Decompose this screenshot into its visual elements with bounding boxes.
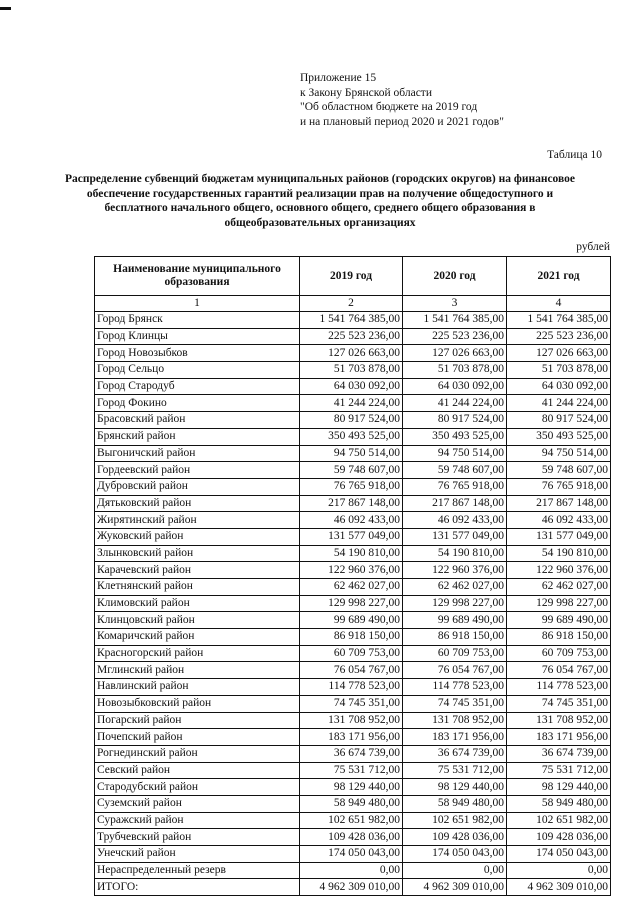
amount-cell: 174 050 043,00 xyxy=(300,846,403,863)
municipality-cell: ИТОГО: xyxy=(95,879,300,896)
amount-cell: 183 171 956,00 xyxy=(300,729,403,746)
amount-cell: 129 998 227,00 xyxy=(403,595,507,612)
table-row xyxy=(95,679,611,696)
amount-cell: 75 531 712,00 xyxy=(507,762,611,779)
amount-cell: 127 026 663,00 xyxy=(403,345,507,362)
municipality-cell: Брасовский район xyxy=(95,412,300,429)
amount-cell: 4 962 309 010,00 xyxy=(300,879,403,896)
table-row xyxy=(95,846,611,863)
header-municipality: Наименование муниципального образования xyxy=(95,257,300,296)
table-row xyxy=(95,495,611,512)
amount-cell: 64 030 092,00 xyxy=(300,378,403,395)
table-row xyxy=(95,312,611,329)
table-row xyxy=(95,629,611,646)
municipality-cell: Злынковский район xyxy=(95,545,300,562)
amount-cell: 102 651 982,00 xyxy=(507,812,611,829)
appendix-line: и на плановый период 2020 и 2021 годов" xyxy=(300,115,504,128)
amount-cell: 86 918 150,00 xyxy=(300,629,403,646)
amount-cell: 46 092 433,00 xyxy=(300,512,403,529)
amount-cell: 94 750 514,00 xyxy=(403,445,507,462)
document-title: Распределение субвенций бюджетам муниципальных районов (городских округов) на финансовое обеспечение государственных гарантий реализации прав на получение общедоступного и бесплатного начального общего, основного общего, среднего общего образования в общеобразовательных организациях xyxy=(64,173,576,229)
amount-cell: 80 917 524,00 xyxy=(403,412,507,429)
municipality-cell: Гордеевский район xyxy=(95,462,300,479)
amount-cell: 46 092 433,00 xyxy=(507,512,611,529)
index-cell: 2 xyxy=(300,296,403,312)
amount-cell: 74 745 351,00 xyxy=(507,695,611,712)
table-row xyxy=(95,528,611,545)
municipality-cell: Дятьковский район xyxy=(95,495,300,512)
table-row xyxy=(95,445,611,462)
amount-cell: 109 428 036,00 xyxy=(300,829,403,846)
amount-cell: 131 708 952,00 xyxy=(403,712,507,729)
table-row xyxy=(95,378,611,395)
municipality-cell: Нераспределенный резерв xyxy=(95,862,300,879)
amount-cell: 114 778 523,00 xyxy=(507,679,611,696)
amount-cell: 131 708 952,00 xyxy=(507,712,611,729)
municipality-cell: Трубчевский район xyxy=(95,829,300,846)
amount-cell: 59 748 607,00 xyxy=(403,462,507,479)
amount-cell: 131 577 049,00 xyxy=(507,528,611,545)
table-row xyxy=(95,612,611,629)
appendix-line: к Закону Брянской области xyxy=(300,86,432,99)
amount-cell: 80 917 524,00 xyxy=(300,412,403,429)
table-header xyxy=(95,257,611,312)
municipality-cell: Комаричский район xyxy=(95,629,300,646)
amount-cell: 225 523 236,00 xyxy=(507,328,611,345)
subsidy-table xyxy=(94,256,611,896)
amount-cell: 350 493 525,00 xyxy=(507,428,611,445)
table-row xyxy=(95,645,611,662)
units-label: рублей xyxy=(576,241,610,253)
amount-cell: 0,00 xyxy=(403,862,507,879)
municipality-cell: Город Клинцы xyxy=(95,328,300,345)
table-row xyxy=(95,729,611,746)
municipality-cell: Климовский район xyxy=(95,595,300,612)
table-row xyxy=(95,478,611,495)
amount-cell: 59 748 607,00 xyxy=(507,462,611,479)
municipality-cell: Город Сельцо xyxy=(95,362,300,379)
amount-cell: 76 054 767,00 xyxy=(300,662,403,679)
municipality-cell: Выгоничский район xyxy=(95,445,300,462)
municipality-cell: Красногорский район xyxy=(95,645,300,662)
index-cell: 3 xyxy=(403,296,507,312)
municipality-cell: Клинцовский район xyxy=(95,612,300,629)
amount-cell: 94 750 514,00 xyxy=(300,445,403,462)
table-row xyxy=(95,695,611,712)
amount-cell: 54 190 810,00 xyxy=(403,545,507,562)
table-row xyxy=(95,862,611,879)
amount-cell: 99 689 490,00 xyxy=(300,612,403,629)
table-row xyxy=(95,545,611,562)
municipality-cell: Рогнединский район xyxy=(95,745,300,762)
municipality-cell: Жирятинский район xyxy=(95,512,300,529)
amount-cell: 127 026 663,00 xyxy=(507,345,611,362)
municipality-cell: Мглинский район xyxy=(95,662,300,679)
amount-cell: 64 030 092,00 xyxy=(507,378,611,395)
amount-cell: 60 709 753,00 xyxy=(403,645,507,662)
table-row xyxy=(95,362,611,379)
amount-cell: 62 462 027,00 xyxy=(403,579,507,596)
municipality-cell: Брянский район xyxy=(95,428,300,445)
municipality-cell: Севский район xyxy=(95,762,300,779)
amount-cell: 350 493 525,00 xyxy=(300,428,403,445)
header-2021: 2021 год xyxy=(507,257,611,296)
amount-cell: 102 651 982,00 xyxy=(300,812,403,829)
table-row xyxy=(95,712,611,729)
amount-cell: 122 960 376,00 xyxy=(300,562,403,579)
amount-cell: 62 462 027,00 xyxy=(300,579,403,596)
amount-cell: 99 689 490,00 xyxy=(403,612,507,629)
amount-cell: 75 531 712,00 xyxy=(403,762,507,779)
amount-cell: 54 190 810,00 xyxy=(300,545,403,562)
amount-cell: 4 962 309 010,00 xyxy=(507,879,611,896)
amount-cell: 174 050 043,00 xyxy=(507,846,611,863)
amount-cell: 98 129 440,00 xyxy=(507,779,611,796)
municipality-cell: Город Фокино xyxy=(95,395,300,412)
appendix-header xyxy=(300,71,504,129)
amount-cell: 80 917 524,00 xyxy=(507,412,611,429)
municipality-cell: Жуковский район xyxy=(95,528,300,545)
amount-cell: 217 867 148,00 xyxy=(507,495,611,512)
amount-cell: 60 709 753,00 xyxy=(300,645,403,662)
amount-cell: 76 765 918,00 xyxy=(300,478,403,495)
header-2020: 2020 год xyxy=(403,257,507,296)
amount-cell: 36 674 739,00 xyxy=(300,745,403,762)
table-row xyxy=(95,595,611,612)
amount-cell: 76 054 767,00 xyxy=(403,662,507,679)
amount-cell: 114 778 523,00 xyxy=(403,679,507,696)
municipality-cell: Навлинский район xyxy=(95,679,300,696)
amount-cell: 41 244 224,00 xyxy=(507,395,611,412)
municipality-cell: Погарский район xyxy=(95,712,300,729)
amount-cell: 36 674 739,00 xyxy=(403,745,507,762)
amount-cell: 74 745 351,00 xyxy=(403,695,507,712)
amount-cell: 54 190 810,00 xyxy=(507,545,611,562)
municipality-cell: Город Новозыбков xyxy=(95,345,300,362)
amount-cell: 59 748 607,00 xyxy=(300,462,403,479)
amount-cell: 76 054 767,00 xyxy=(507,662,611,679)
amount-cell: 36 674 739,00 xyxy=(507,745,611,762)
amount-cell: 183 171 956,00 xyxy=(507,729,611,746)
amount-cell: 58 949 480,00 xyxy=(507,795,611,812)
amount-cell: 1 541 764 385,00 xyxy=(300,312,403,329)
table-row xyxy=(95,428,611,445)
amount-cell: 122 960 376,00 xyxy=(403,562,507,579)
amount-cell: 62 462 027,00 xyxy=(507,579,611,596)
amount-cell: 0,00 xyxy=(507,862,611,879)
table-row xyxy=(95,395,611,412)
table-row xyxy=(95,745,611,762)
municipality-cell: Суземский район xyxy=(95,795,300,812)
municipality-cell: Новозыбковский район xyxy=(95,695,300,712)
index-row xyxy=(95,296,611,312)
appendix-line: "Об областном бюджете на 2019 год xyxy=(300,101,478,113)
amount-cell: 114 778 523,00 xyxy=(300,679,403,696)
amount-cell: 225 523 236,00 xyxy=(300,328,403,345)
amount-cell: 51 703 878,00 xyxy=(507,362,611,379)
amount-cell: 86 918 150,00 xyxy=(507,629,611,646)
amount-cell: 217 867 148,00 xyxy=(300,495,403,512)
amount-cell: 174 050 043,00 xyxy=(403,846,507,863)
amount-cell: 1 541 764 385,00 xyxy=(507,312,611,329)
amount-cell: 217 867 148,00 xyxy=(403,495,507,512)
amount-cell: 129 998 227,00 xyxy=(507,595,611,612)
amount-cell: 75 531 712,00 xyxy=(300,762,403,779)
amount-cell: 51 703 878,00 xyxy=(403,362,507,379)
municipality-cell: Клетнянский район xyxy=(95,579,300,596)
amount-cell: 131 708 952,00 xyxy=(300,712,403,729)
amount-cell: 0,00 xyxy=(300,862,403,879)
amount-cell: 51 703 878,00 xyxy=(300,362,403,379)
amount-cell: 109 428 036,00 xyxy=(403,829,507,846)
amount-cell: 74 745 351,00 xyxy=(300,695,403,712)
amount-cell: 41 244 224,00 xyxy=(300,395,403,412)
table-row xyxy=(95,579,611,596)
amount-cell: 1 541 764 385,00 xyxy=(403,312,507,329)
table-row xyxy=(95,512,611,529)
amount-cell: 64 030 092,00 xyxy=(403,378,507,395)
table-label: Таблица 10 xyxy=(547,149,602,161)
table-row xyxy=(95,795,611,812)
amount-cell: 46 092 433,00 xyxy=(403,512,507,529)
amount-cell: 225 523 236,00 xyxy=(403,328,507,345)
municipality-cell: Почепский район xyxy=(95,729,300,746)
header-2019: 2019 год xyxy=(300,257,403,296)
municipality-cell: Суражский район xyxy=(95,812,300,829)
corner-mark xyxy=(0,7,11,10)
amount-cell: 98 129 440,00 xyxy=(300,779,403,796)
amount-cell: 129 998 227,00 xyxy=(300,595,403,612)
table-row xyxy=(95,662,611,679)
amount-cell: 99 689 490,00 xyxy=(507,612,611,629)
amount-cell: 58 949 480,00 xyxy=(300,795,403,812)
amount-cell: 350 493 525,00 xyxy=(403,428,507,445)
table-row xyxy=(95,562,611,579)
amount-cell: 183 171 956,00 xyxy=(403,729,507,746)
amount-cell: 60 709 753,00 xyxy=(507,645,611,662)
amount-cell: 4 962 309 010,00 xyxy=(403,879,507,896)
index-cell: 1 xyxy=(95,296,300,312)
municipality-cell: Город Брянск xyxy=(95,312,300,329)
amount-cell: 86 918 150,00 xyxy=(403,629,507,646)
amount-cell: 127 026 663,00 xyxy=(300,345,403,362)
table-row xyxy=(95,345,611,362)
municipality-cell: Стародубский район xyxy=(95,779,300,796)
amount-cell: 109 428 036,00 xyxy=(507,829,611,846)
amount-cell: 94 750 514,00 xyxy=(507,445,611,462)
table-row xyxy=(95,328,611,345)
amount-cell: 122 960 376,00 xyxy=(507,562,611,579)
amount-cell: 131 577 049,00 xyxy=(403,528,507,545)
amount-cell: 76 765 918,00 xyxy=(507,478,611,495)
table-row xyxy=(95,829,611,846)
appendix-line: Приложение 15 xyxy=(300,72,377,84)
amount-cell: 58 949 480,00 xyxy=(403,795,507,812)
municipality-cell: Город Стародуб xyxy=(95,378,300,395)
header-row xyxy=(95,257,611,296)
table-row xyxy=(95,879,611,896)
amount-cell: 102 651 982,00 xyxy=(403,812,507,829)
index-cell: 4 xyxy=(507,296,611,312)
amount-cell: 98 129 440,00 xyxy=(403,779,507,796)
amount-cell: 76 765 918,00 xyxy=(403,478,507,495)
table-row xyxy=(95,462,611,479)
table-row xyxy=(95,762,611,779)
amount-cell: 131 577 049,00 xyxy=(300,528,403,545)
municipality-cell: Карачевский район xyxy=(95,562,300,579)
table-row xyxy=(95,812,611,829)
amount-cell: 41 244 224,00 xyxy=(403,395,507,412)
municipality-cell: Дубровский район xyxy=(95,478,300,495)
municipality-cell: Унечский район xyxy=(95,846,300,863)
table-row xyxy=(95,412,611,429)
table-body xyxy=(95,312,611,896)
table-row xyxy=(95,779,611,796)
